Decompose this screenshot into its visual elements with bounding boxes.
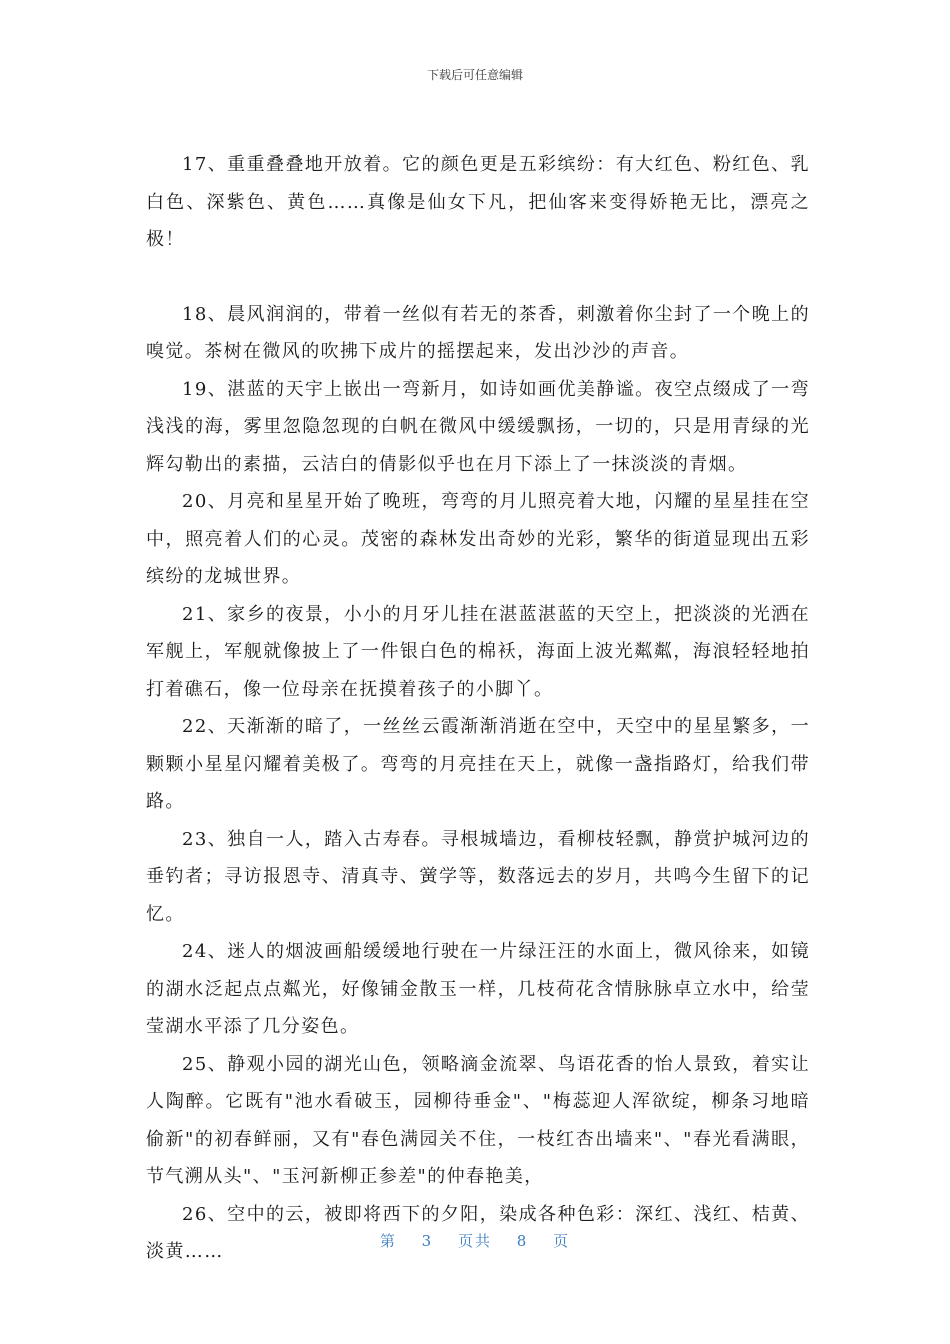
footer-middle: 页共 (457, 1232, 492, 1250)
paragraph-24: 24、迷人的烟波画船缓缓地行驶在一片绿汪汪的水面上，微风徐来，如镜的湖水泛起点点粼光，好像铺金散玉一样，几枝荷花含情脉脉卓立水中，给莹莹湖水平添了几分姿色。 (146, 941, 810, 1037)
current-page-number: 3 (421, 1232, 434, 1250)
page-header: 下载后可任意编辑 (426, 68, 523, 82)
total-page-count: 8 (516, 1232, 529, 1250)
footer-prefix: 第 (379, 1232, 397, 1250)
paragraph-20: 20、月亮和星星开始了晚班，弯弯的月儿照亮着大地，闪耀的星星挂在空中，照亮着人们的心灵。茂密的森林发出奇妙的光彩，繁华的街道显现出五彩缤纷的龙城世界。 (146, 491, 810, 587)
paragraph-19: 19、湛蓝的天宇上嵌出一弯新月，如诗如画优美静谧。夜空点缀成了一弯浅浅的海，雾里忽隐忽现的白帆在微风中缓缓飘扬，一切的，只是用青绿的光辉勾勒出的素描，云洁白的倩影似乎也在月下添上了一抹淡淡的青烟。 (146, 378, 810, 475)
paragraph-gap (146, 259, 810, 296)
footer-suffix: 页 (553, 1232, 571, 1250)
paragraph-17: 17、重重叠叠地开放着。它的颜色更是五彩缤纷：有大红色、粉红色、乳白色、深紫色、黄色……真像是仙女下凡，把仙客来变得娇艳无比，漂亮之极！ (146, 154, 810, 250)
page-footer (0, 1230, 950, 1251)
paragraph-23: 23、独自一人，踏入古寿春。寻根城墙边，看柳枝轻飘，静赏护城河边的垂钓者；寻访报恩寺、清真寺、黉学等，数落远去的岁月，共鸣今生留下的记忆。 (146, 828, 810, 925)
paragraph-25: 25、静观小园的湖光山色，领略滴金流翠、鸟语花香的怡人景致，着实让人陶醉。它既有"池水看破玉，园柳待垂金"、"梅蕊迎人浑欲绽，柳条习地暗偷新"的初春鲜丽，又有"春色满园关不住，一枝红杏出墙来"、"春光看满眼，节气溯从头"、"玉河新柳正参差"的仲春艳美， (146, 1053, 810, 1187)
document-body (146, 146, 810, 1271)
paragraph-18: 18、晨风润润的，带着一丝似有若无的茶香，刺激着你尘封了一个晚上的嗅觉。茶树在微风的吹拂下成片的摇摆起来，发出沙沙的声音。 (146, 303, 810, 362)
paragraph-21: 21、家乡的夜景，小小的月牙儿挂在湛蓝湛蓝的天空上，把淡淡的光洒在军舰上，军舰就像披上了一件银白色的棉袄，海面上波光粼粼，海浪轻轻地拍打着礁石，像一位母亲在抚摸着孩子的小脚丫。 (146, 603, 810, 700)
paragraph-22: 22、天渐渐的暗了，一丝丝云霞渐渐消逝在空中，天空中的星星繁多，一颗颗小星星闪耀着美极了。弯弯的月亮挂在天上，就像一盏指路灯，给我们带路。 (146, 716, 810, 812)
paragraph-26: 26、空中的云，被即将西下的夕阳，染成各种色彩：深红、浅红、桔黄、淡黄…… (146, 1203, 810, 1262)
